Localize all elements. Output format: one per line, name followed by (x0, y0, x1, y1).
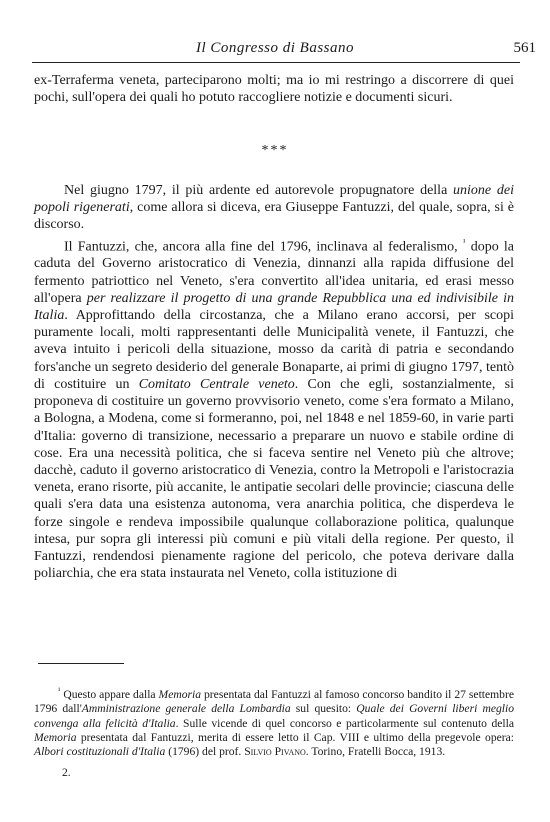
p2-text-d: . Con che egli, sostanzialmente, si proponeva di costituire un governo provvisorio veneto, come s'era formato a Milano, a Bologna, a Modena, come si formeranno, poi, nel 1848 e nel 1859-60, in varie parti d'Italia: governo di transizione, necessario a preparare un nuovo e stabile ordine di cose. Era una necessità politica, che si faceva sentire nel Veneto più che altrove; dacchè, caduto il governo aristocratico di Venezia, contro la Metropoli e l'aristocrazia veneta, erano risorte, più accanite, le antipatie secolari delle provincie; ciascuna delle quali s'era data una esistenza autonoma, vera anarchia politica, che disperdeva le forze singole e rendeva impossibile qualunque collaborazione politica, qualunque intesa, pur sopra gli interessi più comuni e più vitali della regione. Per questo, il Fantuzzi, rendendosi pienamente ragione del pericolo, che poteva derivare dalla poliarchia, che era stata instaurata nel Veneto, colla istituzione di (34, 376, 514, 582)
footnote-rule (38, 663, 124, 664)
main-text-block (34, 182, 514, 582)
paragraph-2 (34, 234, 514, 583)
p2-text-a: Il Fantuzzi, che, ancora alla fine del 1796, inclinava al federalismo, (64, 239, 463, 255)
footnote-2: 2. (62, 765, 71, 779)
p1-text-b: , come allora si diceva, era Giuseppe Fantuzzi, del quale, sopra, si è discorso. (34, 200, 514, 233)
page-number: 561 (513, 40, 536, 56)
fn1-e: presentata dal Fantuzzi, merita di essere letto il Cap. VIII e ultimo della pregevole opera: (76, 731, 514, 745)
fn1-it5: Albori costituzionali d'Italia (34, 745, 166, 759)
footnote-1 (34, 684, 514, 760)
running-header (0, 38, 550, 58)
fn1-a: Questo appare dalla (60, 687, 159, 701)
continuation-paragraph (34, 72, 514, 106)
fn1-it3: Quale dei Governi liberi meglio convenga alla felicità d'Italia (34, 702, 514, 730)
fn1-it1: Memoria (158, 687, 202, 701)
fn1-f: (1796) del prof. (165, 745, 245, 759)
fn1-b: presentata dal Fantuzzi al famoso concorso bandito il 27 settembre 1796 dall' (34, 687, 514, 716)
intro-text: ex-Terraferma veneta, parteciparono molti; ma io mi restringo a discorrere di quei pochi, sull'opera dei quali ho potuto raccogliere notizie e documenti sicuri. (34, 73, 514, 106)
paragraph-1 (34, 182, 514, 234)
p1-text-a: Nel giugno 1797, il più ardente ed autorevole propugnatore della (64, 183, 454, 198)
p2-italic-2: Comitato Centrale veneto (138, 376, 295, 392)
fn1-author: Silvio Pivano (244, 745, 306, 759)
footnotes (34, 684, 514, 780)
fn1-it4: Memoria (34, 731, 77, 745)
footnote-mark: ¹ (58, 686, 61, 695)
fn1-g: . Torino, Fratelli Bocca, 1913. (305, 745, 446, 759)
fn1-d: . Sulle vicende di quel concorso e particolarmente sul contenuto della (175, 716, 514, 730)
footnote-ref[interactable]: ¹ (462, 236, 466, 247)
p2-text-c: . Approfittando della circostanza, che a Milano erano accorsi, per scopi puramente locali, molti rappresentanti delle Municipalità venete, il Fantuzzi, che aveva intuito i pericoli della situazione, mosso da carità di patria e secondando fors'anche un segreto desiderio del generale Bonaparte, ai primi di giugno 1797, tentò di costituire un (34, 308, 514, 392)
header-rule (32, 62, 520, 63)
section-asterism: *** (261, 143, 289, 158)
fn1-it2: Amministrazione generale della Lombardia (81, 702, 291, 716)
fn1-c: sul quesito: (290, 702, 357, 716)
p1-italic: unione dei popoli rigenerati (34, 183, 514, 216)
p2-text-b: dopo la caduta del Governo aristocratico di Venezia, dinnanzi alla rapida diffusione del fermento patriottico nel Veneto, s'era convertito all'idea unitaria, ed erasi messo all'opera (34, 239, 514, 306)
running-title: Il Congresso di Bassano (195, 40, 355, 56)
p2-italic-1: per realizzare il progetto di una grande Repubblica una ed indivisibile in Italia (34, 290, 515, 324)
